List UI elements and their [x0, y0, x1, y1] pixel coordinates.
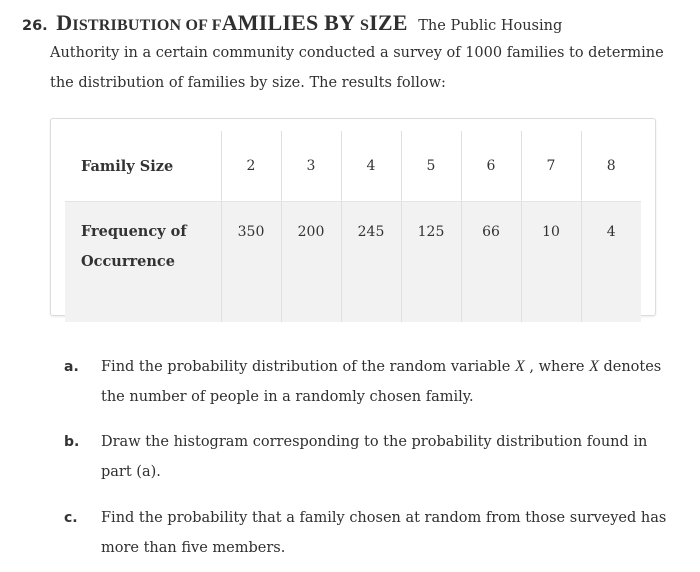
question-b-line2: part (a). [101, 464, 161, 480]
cell-frequency: 4 [581, 202, 641, 323]
cell-size: 8 [581, 131, 641, 202]
problem-intro [50, 38, 670, 98]
problem-intro-line2: Authority in a certain community conducted a survey of 1000 families to determine [50, 45, 664, 61]
family-size-table [65, 131, 641, 322]
row-label-frequency-line2: Occurrence [81, 253, 175, 270]
question-letter: b. [64, 434, 80, 450]
cell-frequency: 350 [221, 202, 281, 323]
problem-title: DISTRIBUTION OF FAMILIES BY SIZE [56, 10, 408, 35]
problem-number: 26. [22, 18, 48, 34]
question-c-line2: more than five members. [101, 540, 286, 556]
cell-size: 5 [401, 131, 461, 202]
row-label-family-size: Family Size [65, 131, 221, 202]
cell-frequency: 10 [521, 202, 581, 323]
variable-x: X [589, 358, 599, 375]
question-text [101, 352, 667, 412]
cell-size: 3 [281, 131, 341, 202]
cell-frequency: 66 [461, 202, 521, 323]
cell-frequency: 245 [341, 202, 401, 323]
question-letter: a. [64, 359, 79, 375]
cell-frequency: 125 [401, 202, 461, 323]
table-row-family-size [65, 131, 641, 202]
question-a-line1: Find the probability distribution of the random variable X , where X denotes [101, 358, 662, 375]
variable-x: X [515, 358, 525, 375]
question-c-line1: Find the probability that a family chosen at random from those surveyed has [101, 510, 667, 526]
problem-intro-line1: The Public Housing [418, 18, 563, 34]
data-table-card [50, 118, 656, 316]
question-a-line2: the number of people in a randomly chosen family. [101, 389, 474, 405]
cell-frequency: 200 [281, 202, 341, 323]
question-letter: c. [64, 510, 78, 526]
cell-size: 6 [461, 131, 521, 202]
cell-size: 7 [521, 131, 581, 202]
row-label-frequency [65, 202, 221, 323]
question-b-line1: Draw the histogram corresponding to the probability distribution found in [101, 434, 648, 450]
problem-intro-line3: the distribution of families by size. The results follow: [50, 75, 446, 91]
cell-size: 4 [341, 131, 401, 202]
problem-header [22, 8, 662, 41]
question-text [101, 503, 667, 563]
cell-size: 2 [221, 131, 281, 202]
table-row-frequency [65, 202, 641, 323]
row-label-frequency-line1: Frequency of [81, 223, 187, 240]
question-text [101, 427, 667, 487]
